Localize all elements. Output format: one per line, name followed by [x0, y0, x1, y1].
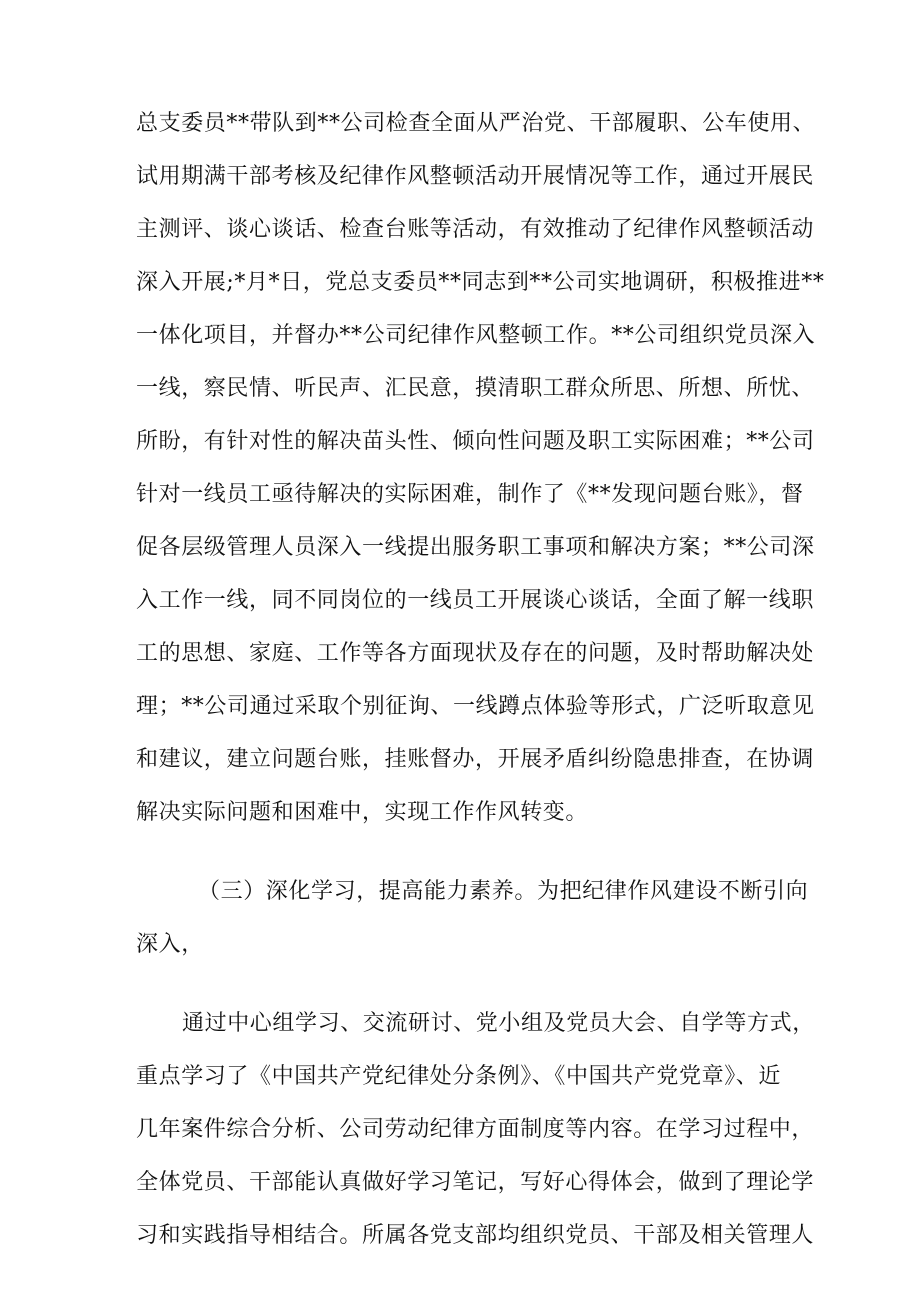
paragraph-line: 几年案件综合分析、公司劳动纪律方面制度等内容。在学习过程中，	[136, 1117, 815, 1142]
paragraph-line: 全体党员、干部能认真做好学习笔记，写好心得体会，做到了理论学	[136, 1170, 815, 1195]
paragraph-line: 重点学习了《中国共产党纪律处分条例》、《中国共产党党章》、近	[136, 1064, 782, 1089]
paragraph-line: 解决实际问题和困难中，实现工作作风转变。	[136, 800, 589, 825]
paragraph-line: 工的思想、家庭、工作等各方面现状及存在的问题，及时帮助解决处	[136, 641, 815, 666]
paragraph-line: 深入开展;*月*日，党总支委员**同志到**公司实地调研，积极推进**	[136, 270, 825, 295]
paragraph-line: 深入，	[136, 932, 204, 957]
paragraph-line: 一线，察民情、听民声、汇民意，摸清职工群众所思、所想、所忧、	[136, 376, 815, 401]
paragraph-line: 针对一线员工亟待解决的实际困难，制作了《**发现问题台账》，督	[136, 482, 804, 507]
paragraph-line: 和建议，建立问题台账，挂账督办，开展矛盾纠纷隐患排查，在协调	[136, 747, 815, 772]
paragraph-line: 通过中心组学习、交流研讨、党小组及党员大会、自学等方式，	[182, 1011, 815, 1036]
paragraph-line: 总支委员**带队到**公司检查全面从严治党、干部履职、公车使用、	[136, 111, 816, 136]
paragraph-line: 理；**公司通过采取个别征询、一线蹲点体验等形式，广泛听取意见	[136, 694, 815, 719]
section-heading-line: （三）深化学习，提高能力素养。为把纪律作风建设不断引向	[198, 879, 809, 904]
paragraph-line: 入工作一线，同不同岗位的一线员工开展谈心谈话，全面了解一线职	[136, 588, 815, 613]
paragraph-line: 促各层级管理人员深入一线提出服务职工事项和解决方案；**公司深	[136, 535, 815, 560]
paragraph-line: 习和实践指导相结合。所属各党支部均组织党员、干部及相关管理人	[136, 1223, 815, 1248]
paragraph-line: 所盼，有针对性的解决苗头性、倾向性问题及职工实际困难；**公司	[136, 429, 815, 454]
paragraph-line: 主测评、谈心谈话、检查台账等活动，有效推动了纪律作风整顿活动	[136, 217, 815, 242]
paragraph-line: 试用期满干部考核及纪律作风整顿活动开展情况等工作，通过开展民	[136, 164, 815, 189]
paragraph-line: 一体化项目，并督办**公司纪律作风整顿工作。**公司组织党员深入	[136, 323, 816, 348]
